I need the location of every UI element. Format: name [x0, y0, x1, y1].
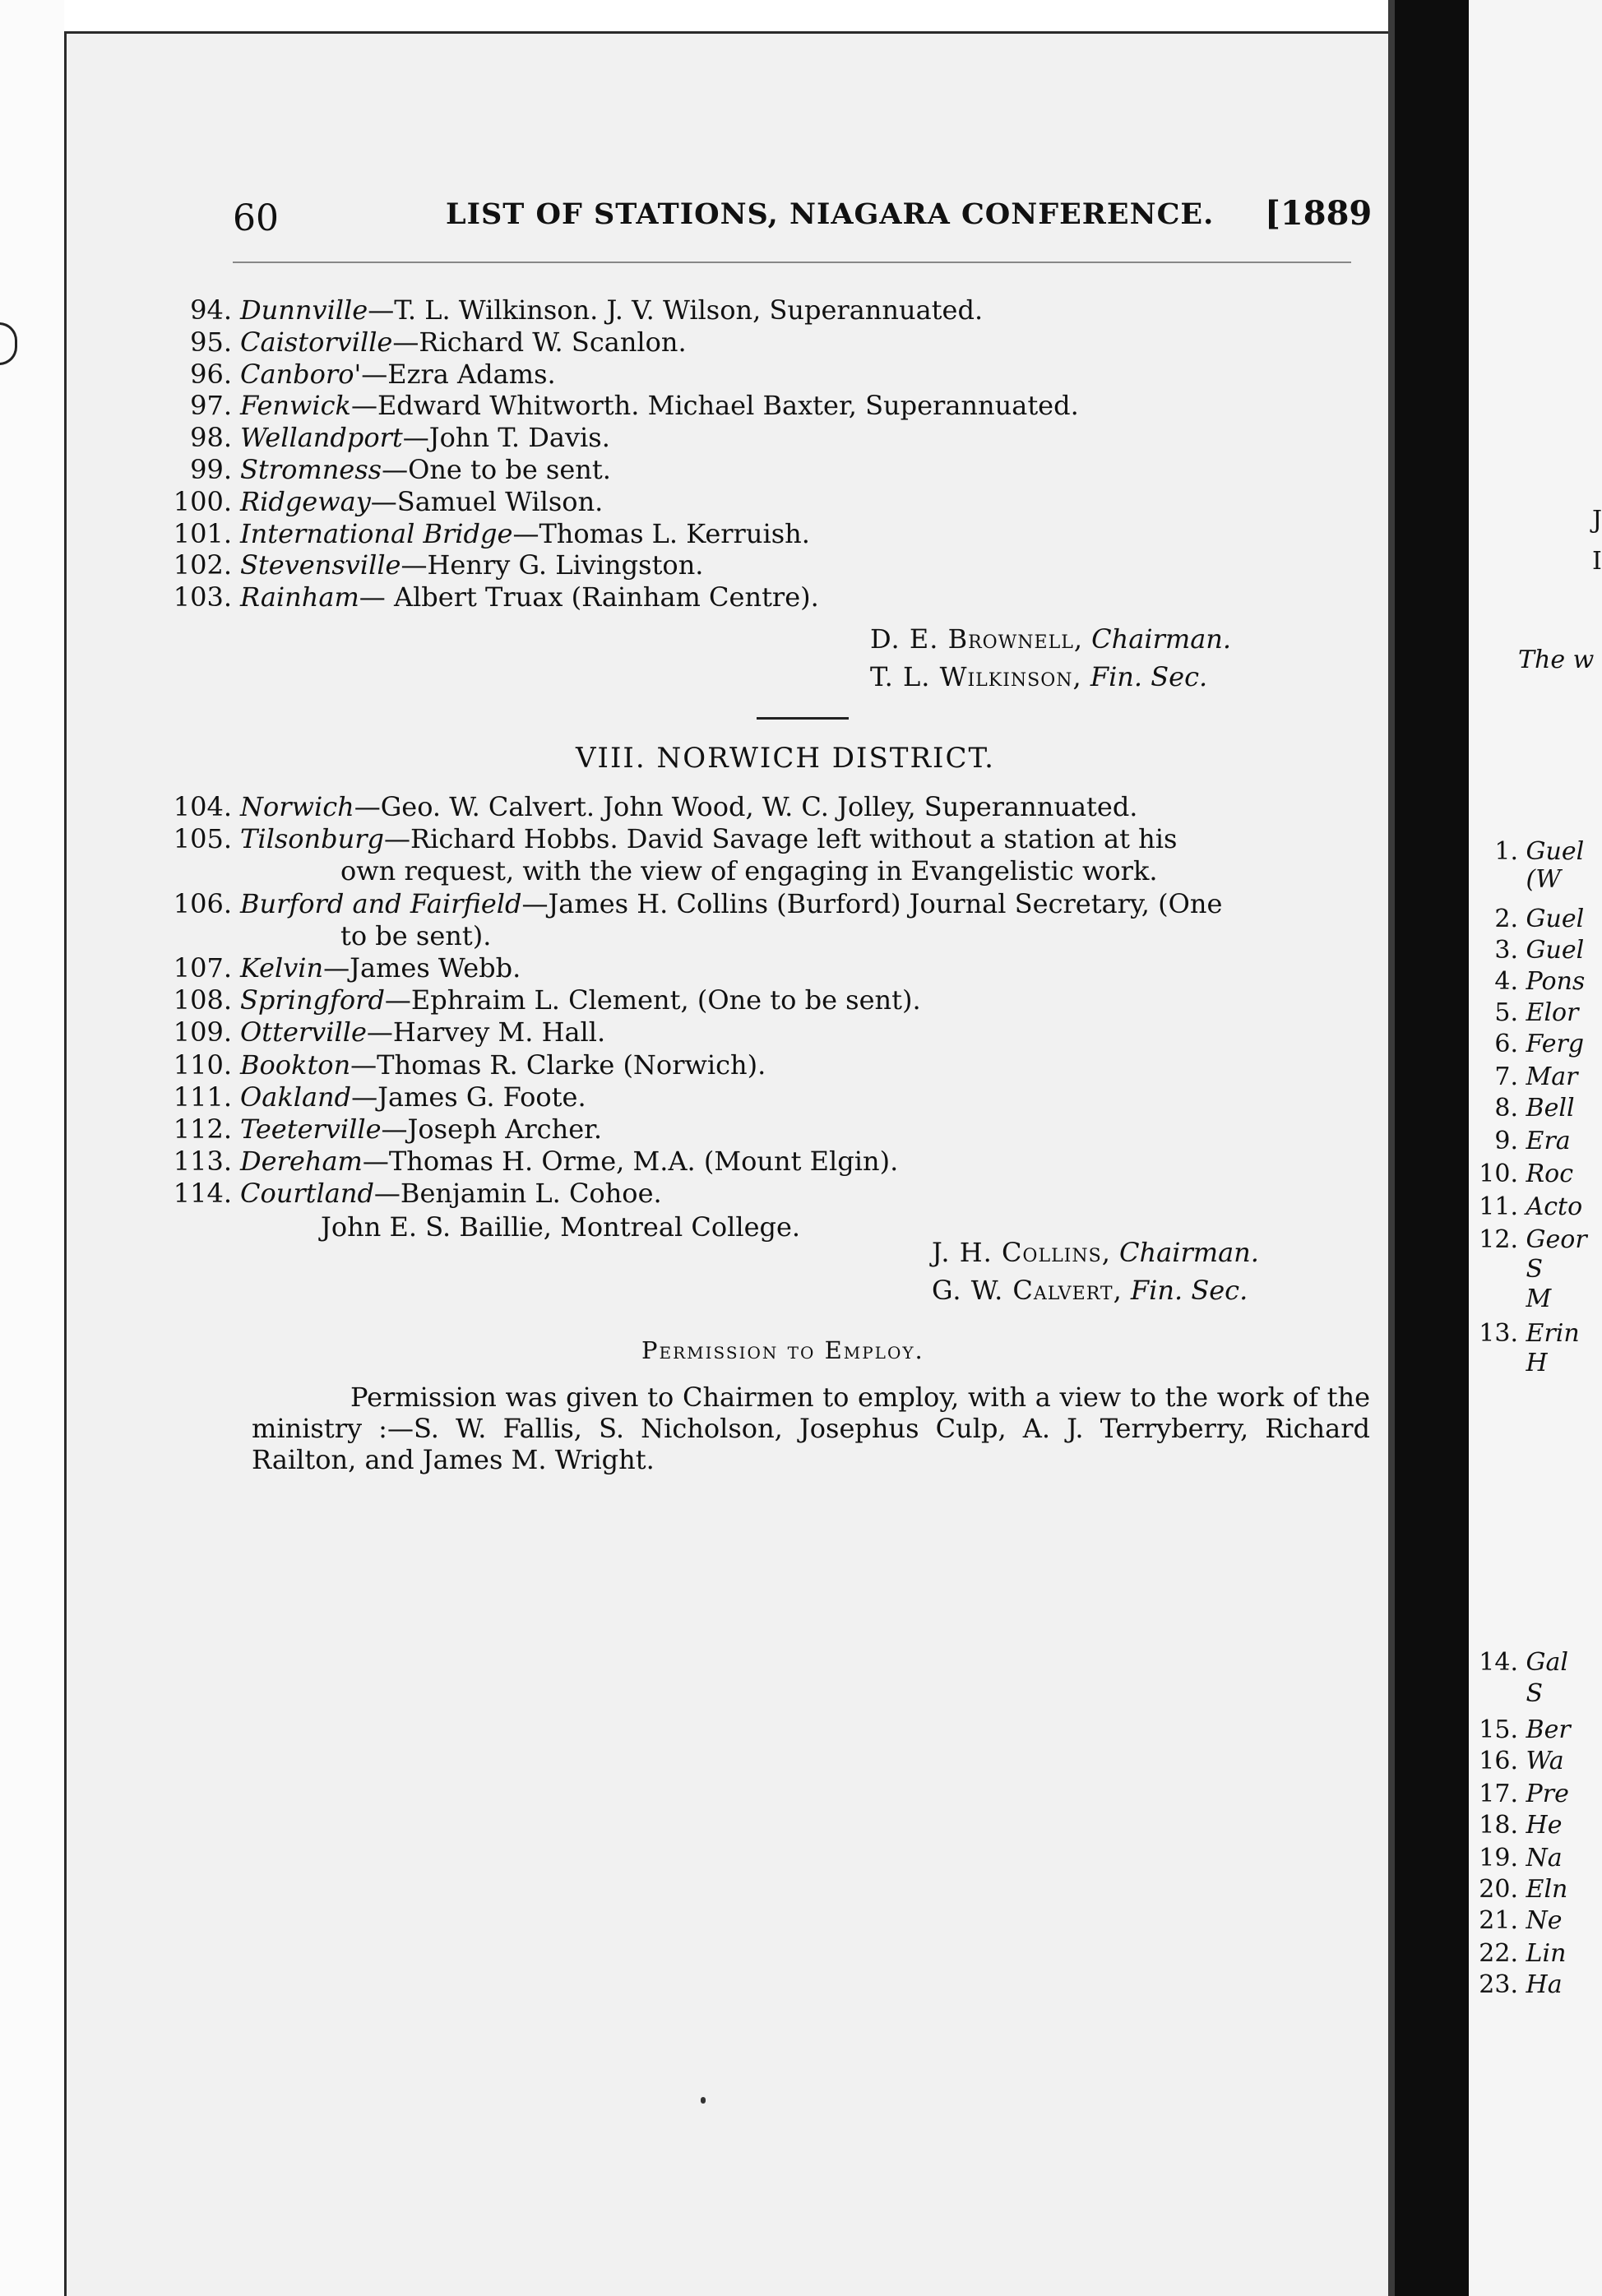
facing-station-place: M: [1526, 1285, 1552, 1313]
station-ministers: —Richard W. Scanlon.: [392, 326, 687, 358]
facing-station-line: [1469, 1844, 1563, 1872]
station-continuation-text: to be sent).: [340, 919, 492, 951]
station-ministers: —Ezra Adams.: [361, 358, 556, 390]
signature-chairman-b: [932, 1237, 1259, 1268]
station-ministers: — Albert Truax (Rainham Centre).: [359, 581, 819, 613]
station-number: 95.: [190, 326, 232, 358]
station-place: Norwich: [240, 791, 354, 822]
facing-fragment: The w: [1518, 646, 1595, 674]
facing-station-number: 4.: [1494, 967, 1518, 996]
facing-station-place: Acto: [1526, 1192, 1583, 1221]
station-ministers: —Benjamin L. Cohoe.: [373, 1178, 662, 1210]
facing-station-place: Na: [1526, 1844, 1563, 1872]
facing-station-place: Roc: [1526, 1160, 1573, 1188]
stray-dot: [701, 2097, 706, 2104]
station-place: Courtland: [240, 1178, 374, 1210]
facing-station-place: Guel: [1526, 837, 1585, 866]
facing-station-line: [1469, 1094, 1575, 1123]
facing-station-number: 6.: [1494, 1030, 1518, 1058]
station-place: Burford and Fairfield: [240, 887, 522, 919]
station-line: [240, 1113, 602, 1145]
facing-station-number: 21.: [1479, 1906, 1518, 1935]
facing-fragment: J: [1592, 506, 1602, 535]
station-line: [240, 326, 687, 358]
facing-station-number: 13.: [1479, 1319, 1518, 1348]
station-number: 102.: [173, 549, 232, 581]
station-place: Dunnville: [240, 294, 368, 326]
permission-text: Permission was given to Chairmen to employ, with a view to the work of the ministry :—S. W. Fallis, S. Nicholson, Josephus Culp, A. J. Terryberry, Richard Railton, and James M. Wright.: [252, 1382, 1370, 1475]
station-place: Oakland: [240, 1081, 352, 1113]
station-line: [240, 1081, 586, 1113]
facing-station-place: Guel: [1526, 905, 1585, 933]
station-number: 97.: [190, 390, 232, 422]
signature-name: J. H. Collins,: [932, 1237, 1111, 1268]
facing-station-number: 9.: [1494, 1127, 1518, 1155]
station-line: [240, 390, 1079, 421]
facing-station-place: S: [1526, 1679, 1544, 1708]
station-place: Bookton: [240, 1048, 351, 1081]
station-place: Canboro': [240, 358, 362, 390]
facing-station-number: 1.: [1494, 837, 1518, 866]
facing-station-line: [1469, 936, 1584, 965]
facing-station-line: [1469, 865, 1561, 894]
station-place: Stevensville: [240, 549, 401, 581]
station-line: [240, 581, 819, 613]
scan-artifact-mark: [0, 322, 17, 365]
facing-station-line: [1469, 1030, 1584, 1058]
facing-station-number: 19.: [1479, 1844, 1518, 1872]
facing-station-line: [1469, 1875, 1567, 1904]
station-number: 96.: [190, 358, 232, 390]
station-number: 114.: [173, 1178, 232, 1210]
facing-station-line: [1469, 1648, 1568, 1677]
station-ministers: —Geo. W. Calvert. John Wood, W. C. Jolley, Superannuated.: [354, 791, 1138, 822]
station-ministers: —Thomas R. Clarke (Norwich).: [350, 1048, 766, 1081]
facing-station-place: Ha: [1526, 1970, 1563, 1999]
station-place: Ridgeway: [240, 485, 371, 517]
station-number: 108.: [173, 984, 232, 1016]
facing-station-place: Ferg: [1526, 1030, 1585, 1058]
station-place: Teeterville: [240, 1113, 382, 1145]
signature-chairman-a: [870, 623, 1231, 655]
permission-paragraph: [252, 1382, 1370, 1475]
station-place: Rainham: [240, 581, 359, 613]
permission-heading: Permission to Employ.: [641, 1336, 924, 1364]
facing-fragment: I: [1592, 547, 1602, 576]
station-place: Fenwick: [240, 390, 351, 422]
station-line: [240, 952, 521, 984]
facing-station-place: Mar: [1526, 1062, 1578, 1091]
book-gutter: [1388, 0, 1469, 2296]
station-line: [240, 791, 1137, 822]
station-number: 104.: [173, 791, 232, 822]
facing-station-number: 2.: [1494, 905, 1518, 933]
station-ministers: —Edward Whitworth. Michael Baxter, Superannuated.: [350, 390, 1079, 422]
station-line: [240, 359, 556, 390]
station-ministers: —One to be sent.: [382, 454, 611, 485]
station-ministers: —Thomas H. Orme, M.A. (Mount Elgin).: [362, 1146, 899, 1178]
facing-station-number: 12.: [1479, 1225, 1518, 1254]
station-place: Dereham: [240, 1146, 363, 1178]
station-number: 111.: [173, 1081, 232, 1113]
facing-station-line: [1469, 1715, 1571, 1744]
signature-role: Chairman.: [1091, 623, 1232, 655]
station-number: 107.: [173, 952, 232, 984]
station-number: 94.: [190, 294, 232, 326]
station-line: [240, 1178, 662, 1209]
facing-station-number: 14.: [1479, 1648, 1518, 1677]
facing-station-number: 22.: [1479, 1939, 1518, 1968]
station-number: 113.: [173, 1146, 232, 1178]
facing-station-number: 18.: [1479, 1811, 1518, 1840]
signature-name: T. L. Wilkinson,: [870, 661, 1082, 692]
facing-station-place: H: [1526, 1349, 1548, 1377]
station-line: [240, 888, 1222, 919]
facing-station-line: [1469, 1319, 1580, 1348]
station-ministers: —Thomas L. Kerruish.: [512, 517, 810, 549]
facing-station-number: 17.: [1479, 1780, 1518, 1808]
station-line: [240, 1016, 605, 1048]
facing-station-line: [1469, 1285, 1551, 1313]
station-line: [240, 1146, 898, 1177]
station-place: Stromness: [240, 454, 382, 485]
station-ministers: —Harvey M. Hall.: [366, 1016, 606, 1048]
signature-role: Chairman.: [1119, 1237, 1259, 1268]
facing-station-place: Erin: [1526, 1319, 1580, 1348]
station-number: 100.: [173, 485, 232, 517]
station-line: [240, 454, 611, 485]
facing-station-line: [1469, 1127, 1571, 1155]
facing-station-place: Guel: [1526, 936, 1585, 965]
station-number: 109.: [173, 1016, 232, 1048]
station-line: [240, 549, 703, 581]
station-place: Otterville: [240, 1016, 367, 1048]
station-ministers: —Richard Hobbs. David Savage left without a station at his: [383, 823, 1178, 855]
left-margin: [0, 0, 64, 2296]
station-ministers: —Henry G. Livingston.: [400, 549, 704, 581]
station-place: Tilsonburg: [240, 823, 384, 855]
facing-station-number: 3.: [1494, 936, 1518, 965]
facing-station-line: [1469, 1747, 1564, 1775]
station-place: Caistorville: [240, 326, 393, 358]
facing-station-line: [1469, 1939, 1566, 1968]
station-number: 105.: [173, 823, 232, 855]
station-place: Wellandport: [240, 422, 403, 454]
facing-station-line: [1469, 998, 1578, 1027]
facing-station-number: 8.: [1494, 1094, 1518, 1123]
page-year: [1889: [1265, 194, 1373, 233]
section-divider: [757, 717, 849, 720]
district-heading: VIII. NORWICH DISTRICT.: [576, 742, 995, 775]
facing-station-place: Eln: [1526, 1875, 1568, 1904]
facing-station-place: Geor: [1526, 1225, 1587, 1254]
facing-station-line: [1469, 1225, 1587, 1254]
facing-station-number: 11.: [1479, 1192, 1518, 1221]
facing-station-line: [1469, 967, 1585, 996]
facing-station-line: [1469, 1906, 1563, 1935]
station-place: International Bridge: [240, 517, 513, 549]
station-place: Springford: [240, 984, 385, 1016]
station-ministers: —James G. Foote.: [351, 1081, 586, 1113]
facing-station-place: Wa: [1526, 1747, 1564, 1775]
station-line: [240, 823, 1177, 854]
facing-station-line: [1469, 1255, 1543, 1284]
signature-finsec-a: [870, 661, 1207, 692]
station-place: Kelvin: [240, 952, 324, 984]
facing-station-place: Bell: [1526, 1094, 1575, 1123]
facing-station-number: 16.: [1479, 1747, 1518, 1775]
facing-station-place: Era: [1526, 1127, 1571, 1155]
station-line: [240, 486, 603, 517]
facing-station-line: [1469, 1811, 1562, 1840]
station-line: [240, 294, 983, 326]
signature-name: G. W. Calvert,: [932, 1275, 1123, 1306]
header-rule: [233, 262, 1351, 263]
facing-station-number: 10.: [1479, 1160, 1518, 1188]
facing-station-number: 20.: [1479, 1875, 1518, 1904]
station-ministers: —T. L. Wilkinson. J. V. Wilson, Superannuated.: [368, 294, 984, 326]
facing-station-place: Gal: [1526, 1648, 1568, 1677]
facing-page: [1469, 0, 1602, 2296]
page-number: 60: [233, 197, 279, 239]
station-ministers: —Ephraim L. Clement, (One to be sent).: [384, 984, 921, 1016]
facing-station-place: Ne: [1526, 1906, 1563, 1935]
facing-station-line: [1469, 905, 1584, 933]
facing-station-line: [1469, 1062, 1578, 1091]
station-continuation-text: own request, with the view of engaging in Evangelistic work.: [340, 855, 1158, 887]
gutter-edge: [1388, 0, 1395, 2296]
station-line: [240, 1049, 766, 1081]
facing-station-number: 7.: [1494, 1062, 1518, 1091]
signature-role: Fin. Sec.: [1130, 1275, 1248, 1306]
signature-name: D. E. Brownell,: [870, 623, 1083, 655]
station-number: 99.: [190, 454, 232, 485]
facing-station-line: [1469, 1160, 1573, 1188]
station-number: 110.: [173, 1048, 232, 1081]
facing-station-place: (W: [1526, 865, 1562, 894]
facing-station-number: 23.: [1479, 1970, 1518, 1999]
facing-station-line: [1469, 1349, 1548, 1377]
station-ministers: —James H. Collins (Burford) Journal Secretary, (One: [521, 887, 1223, 919]
facing-station-place: Lin: [1526, 1939, 1567, 1968]
station-ministers: —Joseph Archer.: [381, 1113, 603, 1145]
signature-role: Fin. Sec.: [1090, 661, 1208, 692]
station-ministers: —Samuel Wilson.: [370, 485, 604, 517]
station-ministers: —James Webb.: [323, 952, 521, 984]
facing-station-line: [1469, 1780, 1569, 1808]
station-line: [240, 422, 610, 453]
facing-station-line: [1469, 1970, 1563, 1999]
running-head: [0, 0, 1602, 271]
station-line: [240, 518, 810, 549]
facing-station-place: S: [1526, 1255, 1544, 1284]
station-number: 101.: [173, 517, 232, 549]
station-line: [240, 984, 921, 1016]
station-number: 106.: [173, 887, 232, 919]
station-number: 98.: [190, 422, 232, 454]
facing-station-line: [1469, 1679, 1543, 1708]
station-number: 112.: [173, 1113, 232, 1145]
facing-station-place: Elor: [1526, 998, 1579, 1027]
facing-station-place: Ber: [1526, 1715, 1571, 1744]
facing-station-line: [1469, 1192, 1582, 1221]
facing-station-number: 15.: [1479, 1715, 1518, 1744]
extra-appointment-text: John E. S. Baillie, Montreal College.: [321, 1211, 801, 1243]
page-title: LIST OF STATIONS, NIAGARA CONFERENCE.: [446, 197, 1215, 231]
station-number: 103.: [173, 581, 232, 613]
facing-station-place: Pre: [1526, 1780, 1569, 1808]
facing-station-line: [1469, 837, 1584, 866]
station-ministers: —John T. Davis.: [402, 422, 610, 454]
signature-finsec-b: [932, 1275, 1248, 1306]
facing-station-number: 5.: [1494, 998, 1518, 1027]
facing-station-place: He: [1526, 1811, 1563, 1840]
facing-station-place: Pons: [1526, 967, 1586, 996]
